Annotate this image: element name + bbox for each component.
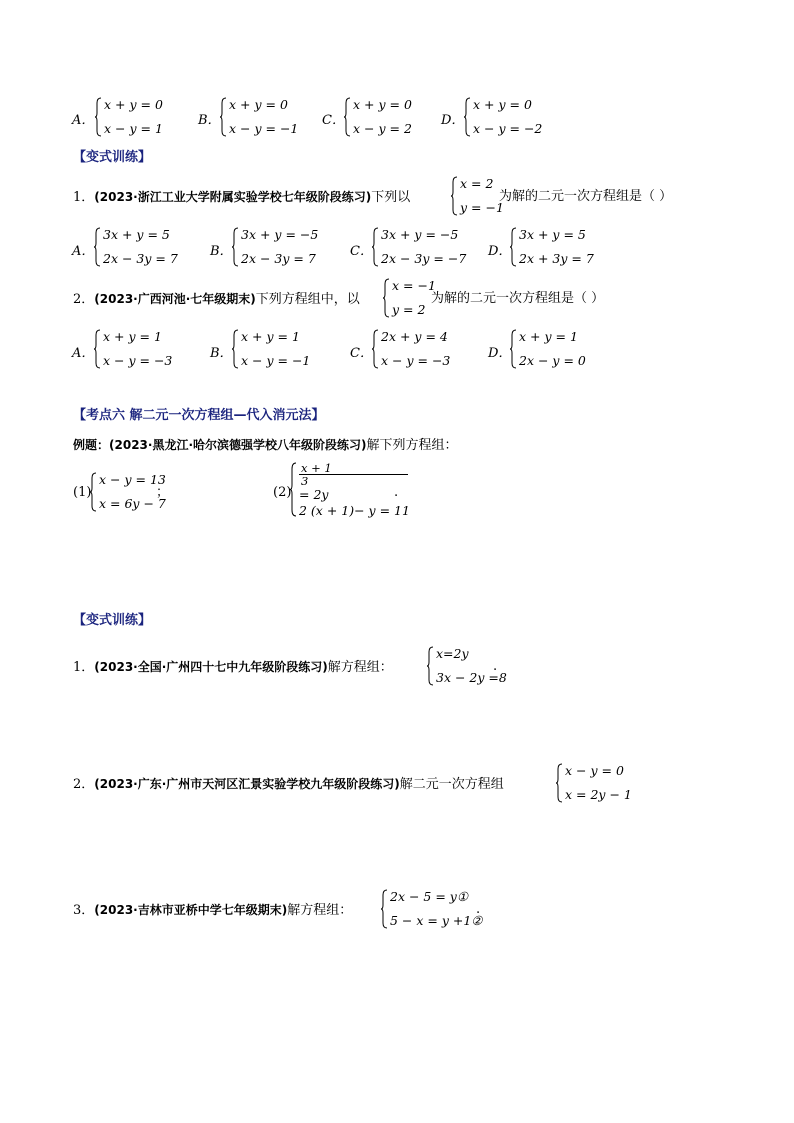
part-2-system [290,462,410,517]
option-b-label: B． [210,244,233,259]
brace-icon [556,763,563,803]
brace-icon [510,329,517,369]
brace-icon [94,329,101,369]
part-2-label: (2) [273,485,292,500]
option-b-label: B． [210,346,233,361]
eq-line: x + y = 1 [241,329,300,344]
eq-rhs: = 2y [299,487,329,502]
eq-line: x − y = 1 [104,121,163,136]
option-a-system [95,97,163,137]
brace-icon [451,176,458,216]
option-c-label: C． [350,244,373,259]
eq-line: 2x + 3y = 7 [519,251,594,266]
option-c-system [372,227,466,267]
punctuation: . [394,485,399,500]
question-1-stem [73,189,410,206]
option-c-label: C． [350,346,373,361]
question-number: 2． [73,777,95,792]
eq-line: 2x − y = 0 [519,353,586,368]
question-text: 解方程组： [327,660,393,675]
brace-icon [220,97,227,137]
question-number: 1． [73,190,95,205]
eq-line: x − y = −3 [381,353,451,368]
question-number: 2． [73,292,95,307]
eq-line: x = 6y − 7 [99,496,166,511]
question-source: (2023·广东·广州市天河区汇景实验学校九年级阶段练习) [94,777,400,791]
question-text: 下列以 [371,190,411,205]
punctuation: . [476,902,481,917]
eq-line: x + y = 0 [104,97,163,112]
question-source: (2023·广西河池·七年级期末) [94,292,256,306]
question-source: (2023·全国·广州四十七中九年级阶段练习) [94,660,328,674]
option-c-system [344,97,412,137]
question-text-end: 为解的二元一次方程组是（ ） [431,291,605,306]
eq-line: x − y = −1 [229,121,299,136]
option-b-system [232,329,310,369]
eq-line: x − y = 13 [99,472,166,487]
eq-line: x + y = 1 [103,329,162,344]
variant-2-system [556,763,632,803]
option-a-label: A． [72,244,95,259]
brace-icon [372,227,379,267]
question-source: (2023·吉林市亚桥中学七年级期末) [94,903,288,917]
option-a-label: A． [72,113,95,128]
eq-line: x = −1 [392,278,436,293]
eq-line: 2x − 3y = 7 [241,251,316,266]
question-source: (2023·浙江工业大学附属实验学校七年级阶段练习) [94,190,372,204]
eq-line: x=2y [436,646,469,661]
eq-line: x = 2y − 1 [565,787,632,802]
brace-icon [232,227,239,267]
numerator: x + 1 [299,462,408,475]
solution-system [383,278,436,318]
option-b-system [232,227,318,267]
question-source: (2023·黑龙江·哈尔滨德强学校八年级阶段练习) [109,438,367,452]
brace-icon [95,97,102,137]
option-d-label: D． [441,113,465,128]
question-text: 下列方程组中，以 [255,292,360,307]
eq-line: 2x − 3y = −7 [381,251,467,266]
brace-icon [90,472,97,512]
option-b-system [220,97,298,137]
eq-line: 3x + y = −5 [381,227,459,242]
punctuation: . [493,659,498,674]
option-d-label: D． [488,346,512,361]
example-label: 例题： [73,438,110,452]
training-heading: 【变式训练】 [73,150,152,165]
brace-icon [381,889,388,929]
option-b-label: B． [198,113,221,128]
eq-line: x = 2 [460,176,494,191]
eq-line: 3x + y = 5 [103,227,170,242]
eq-line: 3x + y = 5 [519,227,586,242]
option-d-system [510,227,594,267]
option-d-label: D． [488,244,512,259]
training-heading: 【变式训练】 [73,613,152,628]
question-number: 1． [73,660,95,675]
option-d-system [464,97,542,137]
eq-line: 2x − 5 = y① [390,889,469,904]
option-c-label: C． [322,113,345,128]
part-1-label: (1) [73,485,92,500]
option-a-label: A． [72,346,95,361]
eq-line: y = −1 [460,200,504,215]
question-text: 解下列方程组： [366,438,458,453]
eq-line: 2 (x + 1)− y = 11 [299,503,410,518]
eq-line: 2x + y = 4 [381,329,448,344]
brace-icon [290,462,297,517]
option-a-system [94,227,178,267]
option-c-system [372,329,450,369]
section-heading: 【考点六 解二元一次方程组—代入消元法】 [73,408,325,423]
eq-line: x − y = −2 [473,121,543,136]
eq-line: x + y = 0 [353,97,412,112]
eq-line: x − y = 2 [353,121,412,136]
brace-icon [372,329,379,369]
denominator: 3 [301,474,309,488]
fraction [299,462,408,487]
eq-line: 2x − 3y = 7 [103,251,178,266]
example-stem [73,437,458,454]
brace-icon [94,227,101,267]
eq-line: x + y = 1 [519,329,578,344]
eq-line: 3x + y = −5 [241,227,319,242]
eq-line: x + y = 0 [229,97,288,112]
question-text: 解方程组： [287,903,353,918]
brace-icon [344,97,351,137]
eq-line: x − y = −1 [241,353,311,368]
variant-3-stem [73,902,352,919]
eq-line: 3x − 2y =8 [436,670,507,685]
brace-icon [232,329,239,369]
brace-icon [464,97,471,137]
eq-line: 5 − x = y +1② [390,913,483,928]
eq-line: x − y = 0 [565,763,624,778]
eq-line: x − y = −3 [103,353,173,368]
brace-icon [427,646,434,686]
question-text: 解二元一次方程组 [399,777,504,792]
eq-line: x + y = 0 [473,97,532,112]
question-text-end: 为解的二元一次方程组是（ ） [499,189,673,204]
solution-system [451,176,504,216]
brace-icon [510,227,517,267]
option-a-system [94,329,172,369]
variant-3-system [381,889,483,929]
eq-line: y = 2 [392,302,426,317]
punctuation: ； [156,485,170,500]
part-1-system [90,472,166,512]
variant-1-stem [73,659,393,676]
brace-icon [383,278,390,318]
question-number: 3． [73,903,95,918]
option-d-system [510,329,586,369]
variant-2-stem [73,776,504,793]
question-2-stem [73,291,360,308]
